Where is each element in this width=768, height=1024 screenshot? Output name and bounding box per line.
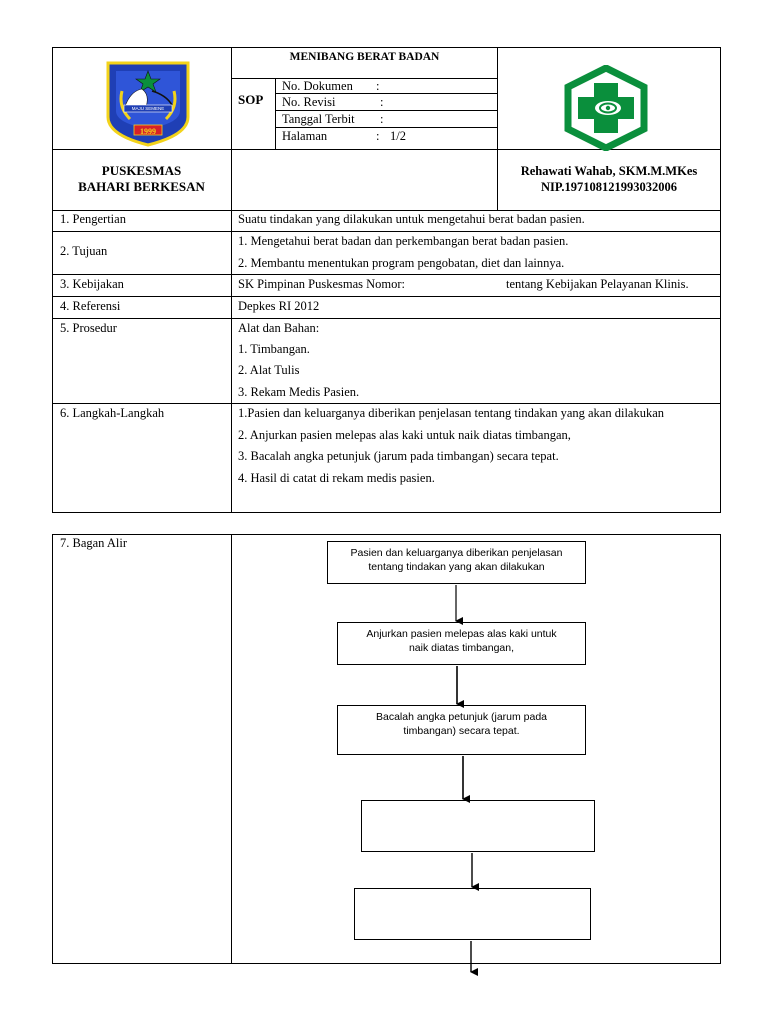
section-item-prosedur: 2. Alat Tulis	[238, 363, 300, 377]
section-text-kebijakan-left: SK Pimpinan Puskesmas Nomor:	[238, 277, 406, 291]
flow-step-line1: Anjurkan pasien melepas alas kaki untuk	[366, 628, 557, 640]
signer-nip: NIP.197108121993032006	[540, 180, 677, 194]
org-name-line2: BAHARI BERKESAN	[78, 179, 205, 194]
section-label-prosedur: 5. Prosedur	[60, 321, 117, 335]
section-item-tujuan: 1. Mengetahui berat badan dan perkembangan berat badan pasien.	[238, 234, 569, 248]
section-item-langkah: 1.Pasien dan keluarganya diberikan penjelasan tentang tindakan yang akan dilakukan	[238, 406, 665, 420]
flow-step-line1: Pasien dan keluarganya diberikan penjelasan	[350, 547, 563, 559]
doc-field-label: Halaman	[282, 129, 328, 143]
flow-step-line2: tentang tindakan yang akan dilakukan	[368, 561, 545, 573]
flow-step-line1: Bacalah angka petunjuk (jarum pada	[375, 711, 548, 723]
doc-field-sep: :	[376, 79, 380, 93]
doc-field-sep: :	[380, 112, 384, 126]
sop-label: SOP	[238, 92, 264, 107]
org-name-line1: PUSKESMAS	[101, 163, 182, 178]
logo-ribbon-text: MAJU SEMENE	[131, 106, 165, 111]
section-label-pengertian: 1. Pengertian	[60, 212, 126, 226]
logo-year-text: 1999	[140, 127, 156, 136]
section-item-langkah: 2. Anjurkan pasien melepas alas kaki untuk naik diatas timbangan,	[238, 428, 571, 442]
doc-field-value: 1/2	[390, 129, 406, 143]
section-label-referensi: 4. Referensi	[60, 299, 121, 313]
section-item-langkah: 3. Bacalah angka petunjuk (jarum pada timbangan) secara tepat.	[238, 449, 559, 463]
section-label-langkah: 6. Langkah-Langkah	[60, 406, 165, 420]
section-text-pengertian: Suatu tindakan yang dilakukan untuk mengetahui berat badan pasien.	[238, 212, 585, 226]
doc-field-label: Tanggal Terbit	[282, 112, 355, 126]
signer-name: Rehawati Wahab, SKM.M.MKes	[520, 164, 698, 178]
flow-step-line2: timbangan) secara tepat.	[403, 725, 520, 737]
section-label-bagan-alir: 7. Bagan Alir	[60, 536, 128, 550]
page-title: MENIBANG BERAT BADAN	[289, 51, 440, 63]
section-item-prosedur: 3. Rekam Medis Pasien.	[238, 385, 360, 399]
doc-field-sep: :	[376, 129, 380, 143]
section-label-tujuan: 2. Tujuan	[60, 244, 108, 258]
section-item-prosedur: Alat dan Bahan:	[238, 321, 320, 335]
doc-field-label: No. Revisi	[282, 95, 336, 109]
section-item-langkah: 4. Hasil di catat di rekam medis pasien.	[238, 471, 435, 485]
doc-field-sep: :	[380, 95, 384, 109]
section-item-prosedur: 1. Timbangan.	[238, 342, 310, 356]
section-text-kebijakan-right: tentang Kebijakan Pelayanan Klinis.	[506, 277, 689, 291]
section-item-tujuan: 2. Membantu menentukan program pengobatan, diet dan lainnya.	[238, 256, 565, 270]
flow-step-line2: naik diatas timbangan,	[408, 642, 515, 654]
section-text-referensi: Depkes RI 2012	[238, 299, 320, 313]
doc-field-label: No. Dokumen	[282, 79, 353, 93]
section-label-kebijakan: 3. Kebijakan	[60, 277, 124, 291]
